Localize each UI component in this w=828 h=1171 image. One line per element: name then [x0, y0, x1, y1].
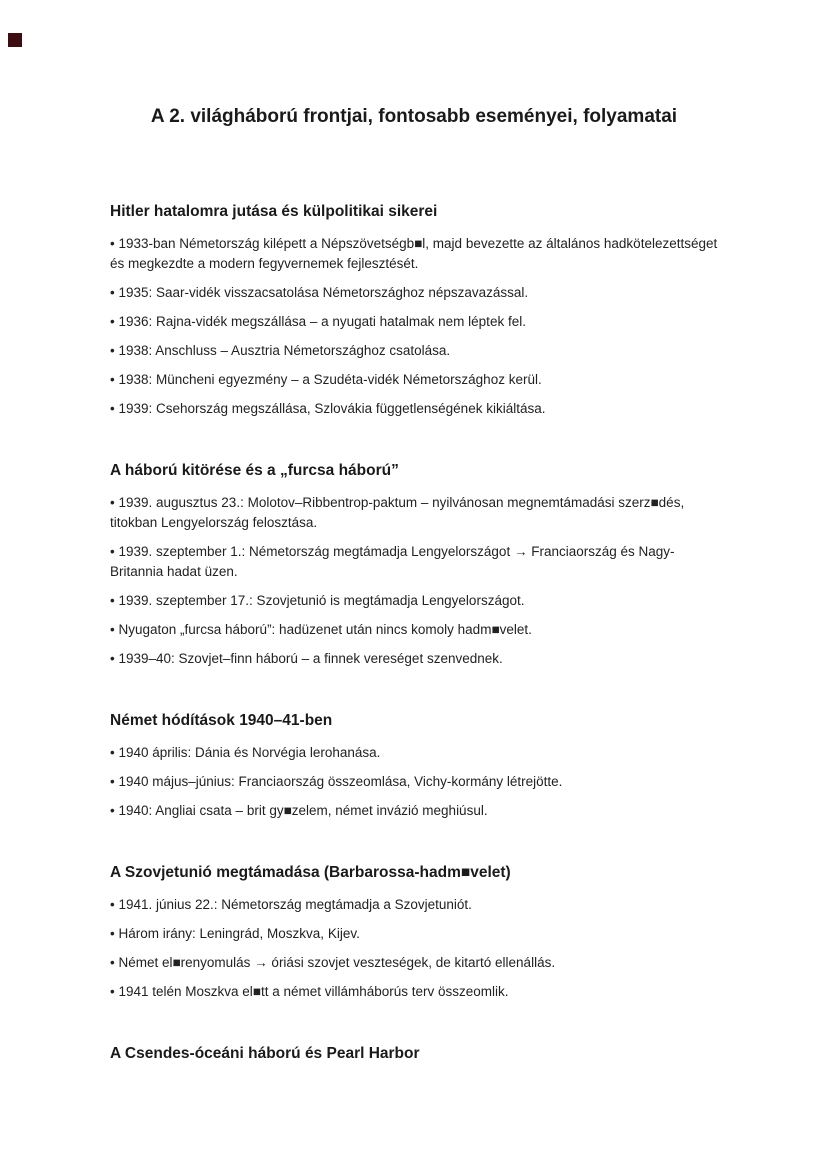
bullet-item: • 1938: Anschluss – Ausztria Németországhoz csatolása.: [110, 343, 451, 358]
bullet-item: • 1939. augusztus 23.: Molotov–Ribbentrop-paktum – nyilvánosan megnemtámadási szerz■dés, titokban Lengyelország felosztása.: [110, 495, 685, 530]
bullet-item: • 1941 telén Moszkva el■tt a német villámháborús terv összeomlik.: [110, 984, 509, 999]
bullet-item: • Három irány: Leningrád, Moszkva, Kijev.: [110, 926, 360, 941]
section-heading: A háború kitörése és a „furcsa háború”: [110, 462, 399, 479]
document-title: A 2. világháború frontjai, fontosabb eseményei, folyamatai: [150, 106, 678, 127]
document-section: [110, 863, 718, 1002]
bullet-item: • 1940: Angliai csata – brit gy■zelem, német invázió meghiúsul.: [110, 803, 488, 818]
bullet-item: • 1939: Csehország megszállása, Szlovákia függetlenségének kikiáltása.: [110, 401, 546, 416]
section-heading: Hitler hatalomra jutása és külpolitikai sikerei: [110, 203, 438, 220]
document-body: [110, 202, 718, 1064]
bullet-item: • 1936: Rajna-vidék megszállása – a nyugati hatalmak nem léptek fel.: [110, 314, 526, 329]
bullet-item: • Nyugaton „furcsa háború”: hadüzenet után nincs komoly hadm■velet.: [110, 622, 532, 637]
bullet-item: • 1941. június 22.: Németország megtámadja a Szovjetuniót.: [110, 897, 472, 912]
document-section: [110, 461, 718, 669]
section-heading: Német hódítások 1940–41-ben: [110, 712, 333, 729]
bullet-item: • 1935: Saar-vidék visszacsatolása Németországhoz népszavazással.: [110, 285, 529, 300]
corner-mark: [8, 33, 22, 47]
bullet-item: • 1940 április: Dánia és Norvégia lerohanása.: [110, 745, 381, 760]
section-heading: A Csendes-óceáni háború és Pearl Harbor: [110, 1045, 420, 1062]
section-heading: A Szovjetunió megtámadása (Barbarossa-hadm■velet): [110, 864, 511, 881]
bullet-item: • 1933-ban Németország kilépett a Népszövetségb■l, majd bevezette az általános hadkötelezettséget és megkezdte a modern fegyvernemek fejlesztését.: [110, 236, 718, 271]
bullet-item: • 1939. szeptember 1.: Németország megtámadja Lengyelországot → Franciaország és Nagy-Britannia hadat üzen.: [110, 544, 675, 579]
document-section: [110, 202, 718, 419]
bullet-item: • 1938: Müncheni egyezmény – a Szudéta-vidék Németországhoz kerül.: [110, 372, 542, 387]
bullet-item: • 1939. szeptember 17.: Szovjetunió is megtámadja Lengyelországot.: [110, 593, 525, 608]
document-section: [110, 1044, 718, 1064]
bullet-item: • 1939–40: Szovjet–finn háború – a finnek vereséget szenvednek.: [110, 651, 503, 666]
document-section: [110, 711, 718, 821]
bullet-item: • Német el■renyomulás → óriási szovjet veszteségek, de kitartó ellenállás.: [110, 955, 556, 970]
bullet-item: • 1940 május–június: Franciaország összeomlása, Vichy-kormány létrejötte.: [110, 774, 563, 789]
